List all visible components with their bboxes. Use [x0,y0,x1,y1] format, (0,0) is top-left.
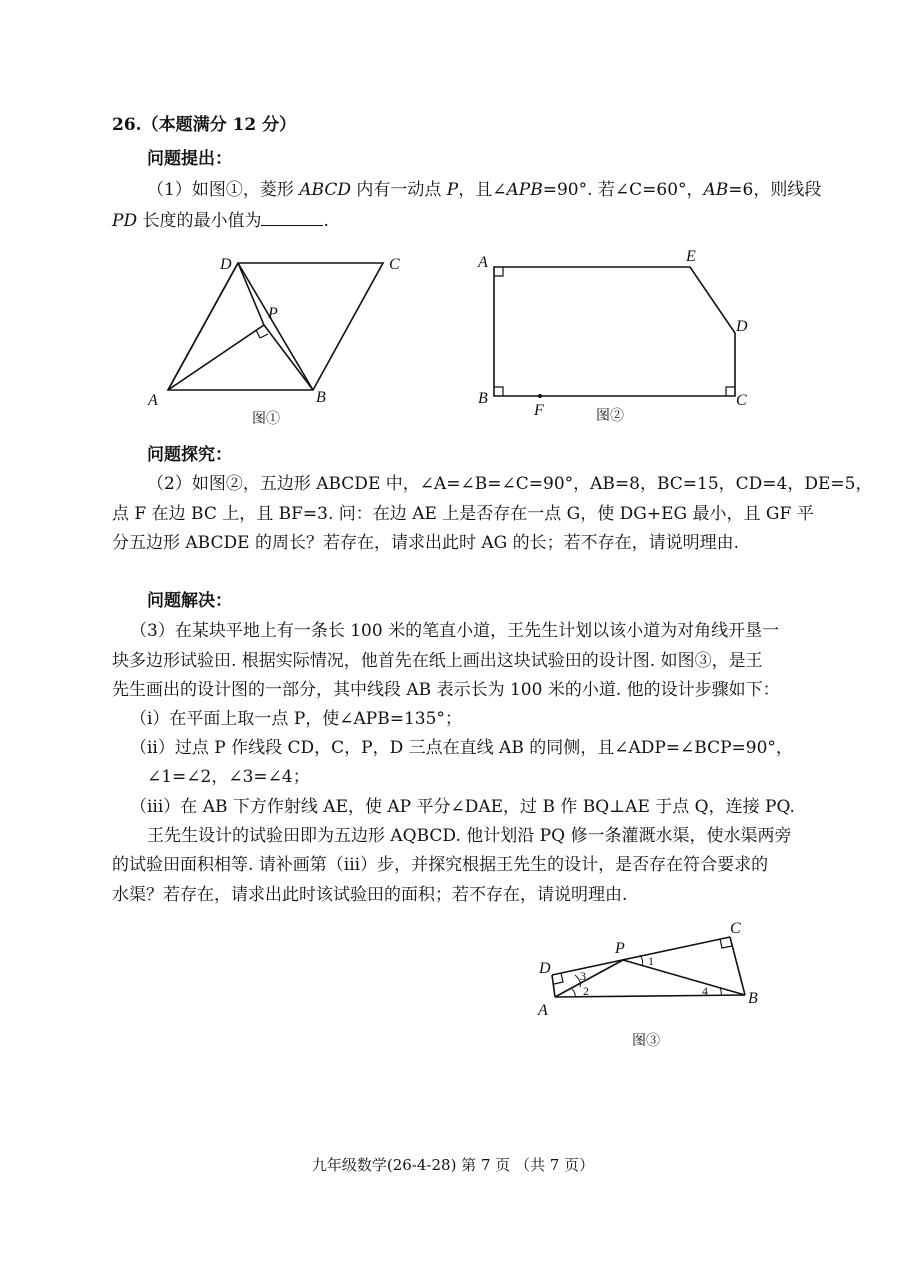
figure-3-design [530,915,770,1055]
answer-blank [261,207,323,226]
angle-label-4: 4 [702,984,708,998]
label-b: B [478,390,488,407]
label-e: E [686,248,696,265]
label-f: F [534,402,544,419]
segment-bp [623,960,745,995]
section-title-problem-raised: 问题提出： [147,149,232,169]
right-angle-mark [256,330,268,338]
section-title-problem-solve: 问题解决： [147,591,232,611]
part3-para-line1: 王先生设计的试验田即为五边形 AQBCD. 他计划沿 PQ 修一条灌溉水渠，使水渠两旁 [147,826,792,846]
right-angle-b [494,387,503,396]
segment-ad [552,975,555,997]
figure-3-caption: 图③ [632,1034,660,1049]
part3-line2: 块多边形试验田. 根据实际情况，他首先在纸上画出这块试验田的设计图. 如图③，是王 [112,651,763,671]
angle-label-3: 3 [580,969,586,983]
label-a: A [478,254,488,271]
angle-label-1: 1 [648,954,654,968]
part3-step3: （iii）在 AB 下方作射线 AE，使 AP 平分∠DAE，过 B 作 BQ⊥AE 于点 Q，连接 PQ. [130,797,795,817]
part3-step2-cont: ∠1=∠2，∠3=∠4； [147,767,310,787]
figure-1-rhombus [140,245,410,430]
part2-line2: 点 F 在边 BC 上，且 BF=3. 问：在边 AE 上是否存在一点 G，使 DG+EG 最小，且 GF 平 [112,504,814,524]
figure-1-caption: 图① [252,412,280,427]
point-f [538,394,542,398]
label-d: D [539,960,551,977]
angle-label-2: 2 [583,984,589,998]
right-angle-a [494,267,503,276]
part3-line3: 先生画出的设计图的一部分，其中线段 AB 表示长为 100 米的小道. 他的设计步骤如下： [112,680,780,700]
part3-para-line3: 水渠？若存在，请求出此时该试验田的面积；若不存在，请说明理由. [112,885,628,905]
part1-line1: （1）如图①，菱形 ABCD 内有一动点 P，且∠APB=90°. 若∠C=60°，AB=6，则线段 [147,180,822,200]
segment-pd [238,263,264,325]
label-p: P [268,305,278,322]
label-b: B [316,389,326,406]
label-d: D [220,256,232,273]
label-c: C [389,256,400,273]
segment-ap [168,325,264,390]
part2-line1: （2）如图②，五边形 ABCDE 中，∠A=∠B=∠C=90°，AB=8，BC=15，CD=4，DE=5， [147,474,873,494]
right-angle-c [726,387,735,396]
part3-para-line2: 的试验田面积相等. 请补画第（iii）步，并探究根据王先生的设计，是否存在符合要求的 [112,855,769,875]
label-c: C [736,392,747,409]
label-a: A [148,392,158,409]
question-header: 26.（本题满分 12 分） [112,115,297,135]
part3-line1: （3）在某块平地上有一条长 100 米的笔直小道，王先生计划以该小道为对角线开垦一 [130,621,780,641]
segment-bc [730,937,745,995]
page-footer: 九年级数学(26-4-28) 第 7 页 （共 7 页） [311,1156,595,1174]
label-d: D [736,318,748,335]
label-a: A [538,1002,548,1019]
part3-step1: （i）在平面上取一点 P，使∠APB=135°； [130,709,462,729]
segment-bp [264,325,313,390]
part3-step2: （ii）过点 P 作线段 CD，C，P，D 三点在直线 AB 的同侧，且∠ADP=∠BCP=90°， [130,738,793,758]
pentagon-outline [494,267,735,396]
figure-2-pentagon [470,245,760,430]
figure-2-caption: 图② [596,409,624,424]
segment-ap [555,960,623,997]
label-b: B [748,990,758,1007]
angle-arc-2 [572,989,575,997]
label-c: C [730,920,741,937]
part1-line2: PD 长度的最小值为 . [112,207,329,233]
section-title-problem-explore: 问题探究： [147,445,232,465]
label-p: P [615,940,625,957]
part2-line3: 分五边形 ABCDE 的周长？若存在，请求出此时 AG 的长；若不存在，请说明理由. [112,533,740,553]
